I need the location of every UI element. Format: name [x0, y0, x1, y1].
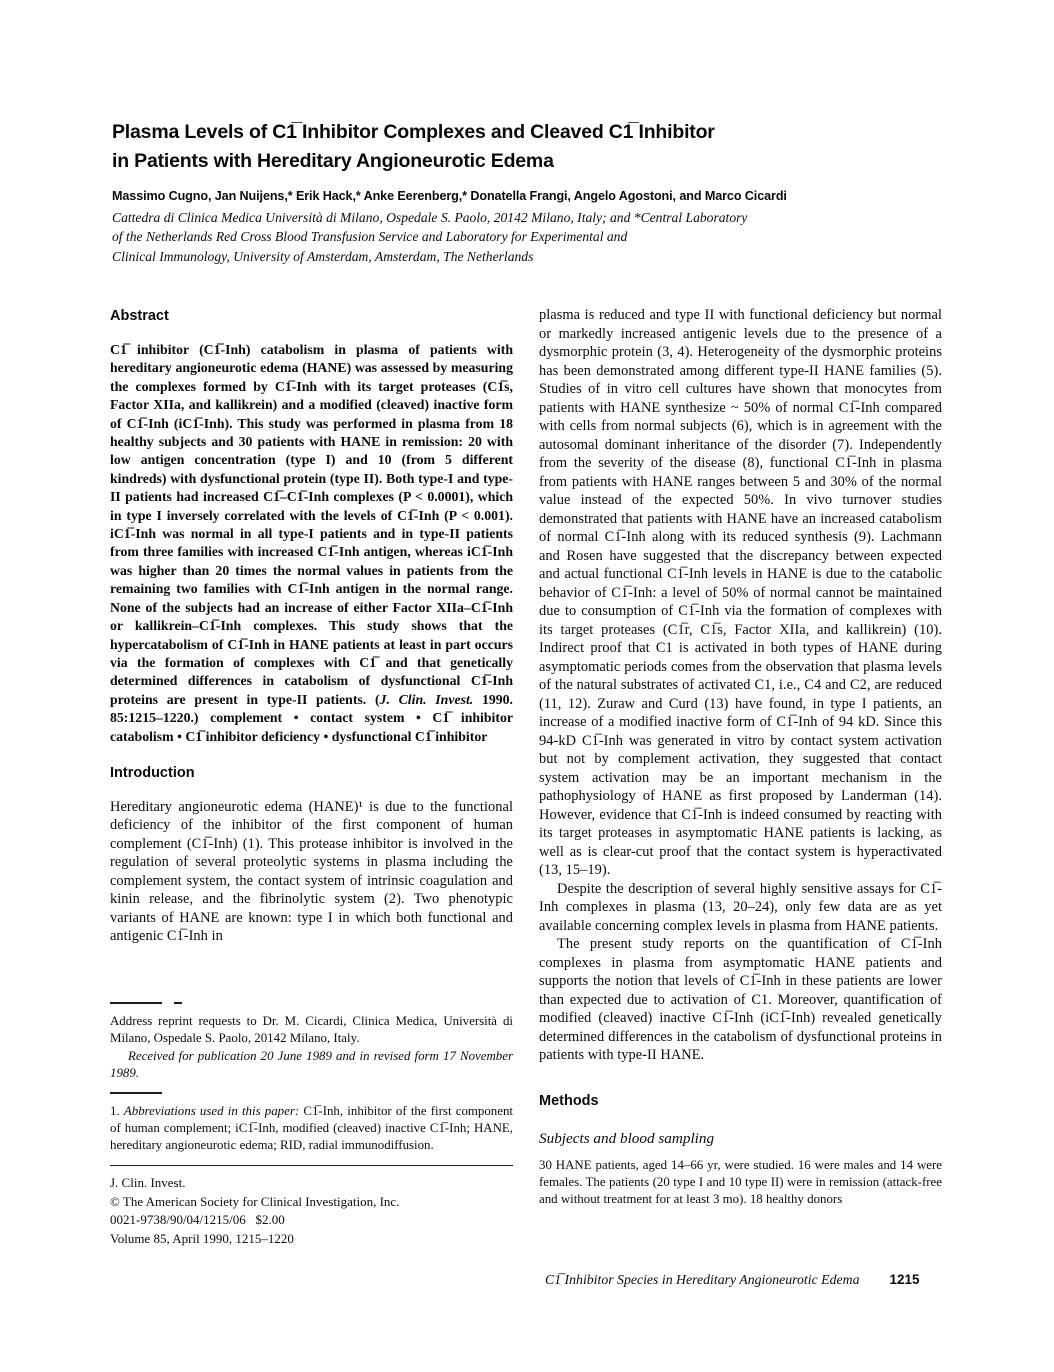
- methods-heading: Methods: [539, 1092, 599, 1109]
- running-title: C1̅ Inhibitor Species in Hereditary Angioneurotic Edema: [545, 1272, 860, 1287]
- abstract-citation-journal: J. Clin. Invest.: [379, 691, 474, 707]
- abstract-citation-rest: 1990. 85:1215–1220.): [110, 691, 513, 726]
- header-block: [112, 118, 902, 266]
- affiliation-line-2: of the Netherlands Red Cross Blood Transfusion Service and Laboratory for Experimental and: [112, 229, 628, 245]
- received-note: Received for publication 20 June 1989 and in revised form 17 November 1989.: [110, 1048, 513, 1081]
- methods-paragraph: 30 HANE patients, aged 14–66 yr, were studied. 16 were males and 14 were females. The patients (20 type I and 10 type II) were in remission (attack-free and without treatment for at least 3 mo). 18 healthy donors: [539, 1157, 942, 1206]
- article-title: [112, 118, 902, 176]
- abstract-text: C1̅ inhibitor (C1̅-Inh) catabolism in plasma of patients with hereditary angioneurotic edema (HANE) was assessed by measuring the complexes formed by C1̅-Inh with its target proteases (C1̅s, Factor XIIa, and kallikrein) and a modified (cleaved) inactive form of C1̅-Inh (iC1̅-Inh). This study was performed in plasma from 18 healthy subjects and 30 patients with HANE in remission: 20 with low antigen concentration (type I) and 10 (from 5 different kindreds) with dysfunctional protein (type II). Both type-I and type-II patients had increased C1̅–C1̅-Inh complexes (P < 0.0001), which in type I inversely correlated with the levels of C1̅-Inh (P < 0.001). iC1̅-Inh was normal in all type-I patients and in type-II patients from three families with increased C1̅-Inh antigen, whereas iC1̅-Inh was higher than 20 times the normal values in patients from the remaining two families with C1̅-Inh antigen in the normal range. None of the subjects had an increase of either Factor XIIa–C1̅-Inh or kallikrein–C1̅-Inh complexes. This study shows that the hypercatabolism of C1̅-Inh in HANE patients at least in part occurs via the formation of complexes with C1̅ and that genetically determined differences in catabolism of dysfunctional C1̅-Inh proteins are present in type-II patients. (: [110, 342, 513, 707]
- footnote-block: [110, 1002, 513, 1249]
- abbreviations-rule-row: [110, 1092, 513, 1094]
- abstract-keywords: complement • contact system • C1̅ inhibitor catabolism • C1̅ inhibitor deficiency • dysfunctional C1̅ inhibitor: [110, 710, 513, 744]
- abstract-heading: Abstract: [110, 308, 169, 324]
- abbreviations-note: [110, 1103, 513, 1155]
- right-column: [539, 306, 942, 1208]
- authors-line: Massimo Cugno, Jan Nuijens,* Erik Hack,* Anke Eerenberg,* Donatella Frangi, Angelo Agostoni, and Marco Cicardi: [112, 189, 787, 203]
- footnote-rule-row: [110, 1002, 513, 1004]
- affiliation-block: [112, 208, 902, 266]
- introduction-heading: Introduction: [110, 764, 195, 781]
- affiliation-line-1: Cattedra di Clinica Medica Università di Milano, Ospedale S. Paolo, 20142 Milano, Italy; and *Central Laboratory: [112, 210, 748, 225]
- abbreviations-label: Abbreviations used in this paper:: [123, 1103, 300, 1118]
- abbreviations-rule: [110, 1092, 162, 1094]
- footnote-rule-artifact: [174, 1002, 182, 1004]
- journal-info-line-2: © The American Society for Clinical Investigation, Inc.: [110, 1193, 400, 1209]
- body-paragraph-2: Despite the description of several highly sensitive assays for C1̅-Inh complexes in plasma (13, 20–24), only few data are as yet available concerning complex levels in plasma from HANE patients.: [539, 880, 942, 934]
- running-footer: [545, 1272, 945, 1288]
- footnote-rule: [110, 1002, 162, 1004]
- page-number: 1215: [889, 1272, 920, 1287]
- journal-info-line-3: 0021-9738/90/04/1215/06 $2.00: [110, 1212, 285, 1228]
- methods-subsection-heading: Subjects and blood sampling: [539, 1129, 715, 1147]
- article-title-line-1: Plasma Levels of C1̅ Inhibitor Complexes and Cleaved C1̅ Inhibitor: [112, 121, 715, 143]
- journal-rule: [110, 1165, 513, 1166]
- address-note: Address reprint requests to Dr. M. Cicardi, Clinica Medica, Università di Milano, Ospedale S. Paolo, 20142 Milano, Italy.: [110, 1014, 513, 1046]
- article-title-line-2: in Patients with Hereditary Angioneurotic Edema: [112, 150, 554, 172]
- body-paragraph-1: plasma is reduced and type II with functional deficiency but normal or markedly increased antigenic levels due to the presence of a dysmorphic protein (3, 4). Heterogeneity of the dysmorphic proteins has been demonstrated among different type-II HANE families (5). Studies of in vitro cell cultures have shown that monocytes from patients with HANE synthesize ~ 50% of normal C1̅-Inh compared with cells from normal subjects (6), which is in agreement with the autosomal dominant inheritance of the disorder (7). Independently from the severity of the disease (8), functional C1̅-Inh in plasma from patients with HANE ranges between 5 and 30% of the normal value instead of the expected 50%. In vivo turnover studies demonstrated that patients with HANE have an increased catabolism of normal C1̅-Inh along with its reduced synthesis (9). Lachmann and Rosen have suggested that the discrepancy between expected and actual functional C1̅-Inh levels in HANE is due to the catabolic behavior of C1̅-Inh: a level of 50% of normal cannot be maintained due to consumption of C1̅-Inh via the formation of complexes with its target proteases (C1̅r, C1̅s, Factor XIIa, and kallikrein) (10). Indirect proof that C1 is activated in both types of HANE during asymptomatic periods comes from the observation that plasma levels of the natural substrates of activated C1, i.e., C4 and C2, are reduced (11, 12). Zuraw and Curd (13) have found, in type I patients, an increase of a modified inactive form of C1̅-Inh of 94 kD. Since this 94-kD C1̅-Inh was generated in vitro by contact system activation but not by complement activation, they suggested that contact system activation may be an important mechanism in the pathophysiology of HANE as first proposed by Landerman (14). However, evidence that C1̅-Inh is indeed consumed by reacting with its target proteases in asymptomatic HANE patients is lacking, as well as is clear-cut proof that the contact system is hyperactivated (13, 15–19).: [539, 307, 942, 878]
- abstract-paragraph: [110, 341, 513, 746]
- affiliation-line-3: Clinical Immunology, University of Amsterdam, Amsterdam, The Netherlands: [112, 248, 534, 264]
- abbreviations-number: 1.: [110, 1103, 124, 1118]
- journal-info-line-1: J. Clin. Invest.: [110, 1174, 186, 1190]
- body-paragraph-3: The present study reports on the quantification of C1̅-Inh complexes in plasma from asymptomatic HANE patients and supports the notion that levels of C1̅-Inh in these patients are lower than expected due to activation of C1. Moreover, quantification of modified (cleaved) inactive C1̅-Inh (iC1̅-Inh) revealed genetically determined differences in the catabolism of dysfunctional proteins in patients with type-II HANE.: [539, 936, 942, 1063]
- journal-info-line-4: Volume 85, April 1990, 1215–1220: [110, 1231, 294, 1247]
- introduction-paragraph: Hereditary angioneurotic edema (HANE)¹ is due to the functional deficiency of the inhibitor of the first component of human complement (C1̅-Inh) (1). This protease inhibitor is involved in the regulation of several proteolytic systems in plasma including the complement system, the contact system of intrinsic coagulation and kinin release, and the fibrinolytic system (2). Two phenotypic variants of HANE are known: type I in which both functional and antigenic C1̅-Inh in: [110, 798, 513, 945]
- left-column: [110, 306, 513, 946]
- abbreviations-text: C1̅-Inh, inhibitor of the first component of human complement; iC1̅-Inh, modified (cleaved) inactive C1̅-Inh; HANE, hereditary angioneurotic edema; RID, radial immunodiffusion.: [110, 1103, 514, 1153]
- journal-info-block: [110, 1174, 513, 1249]
